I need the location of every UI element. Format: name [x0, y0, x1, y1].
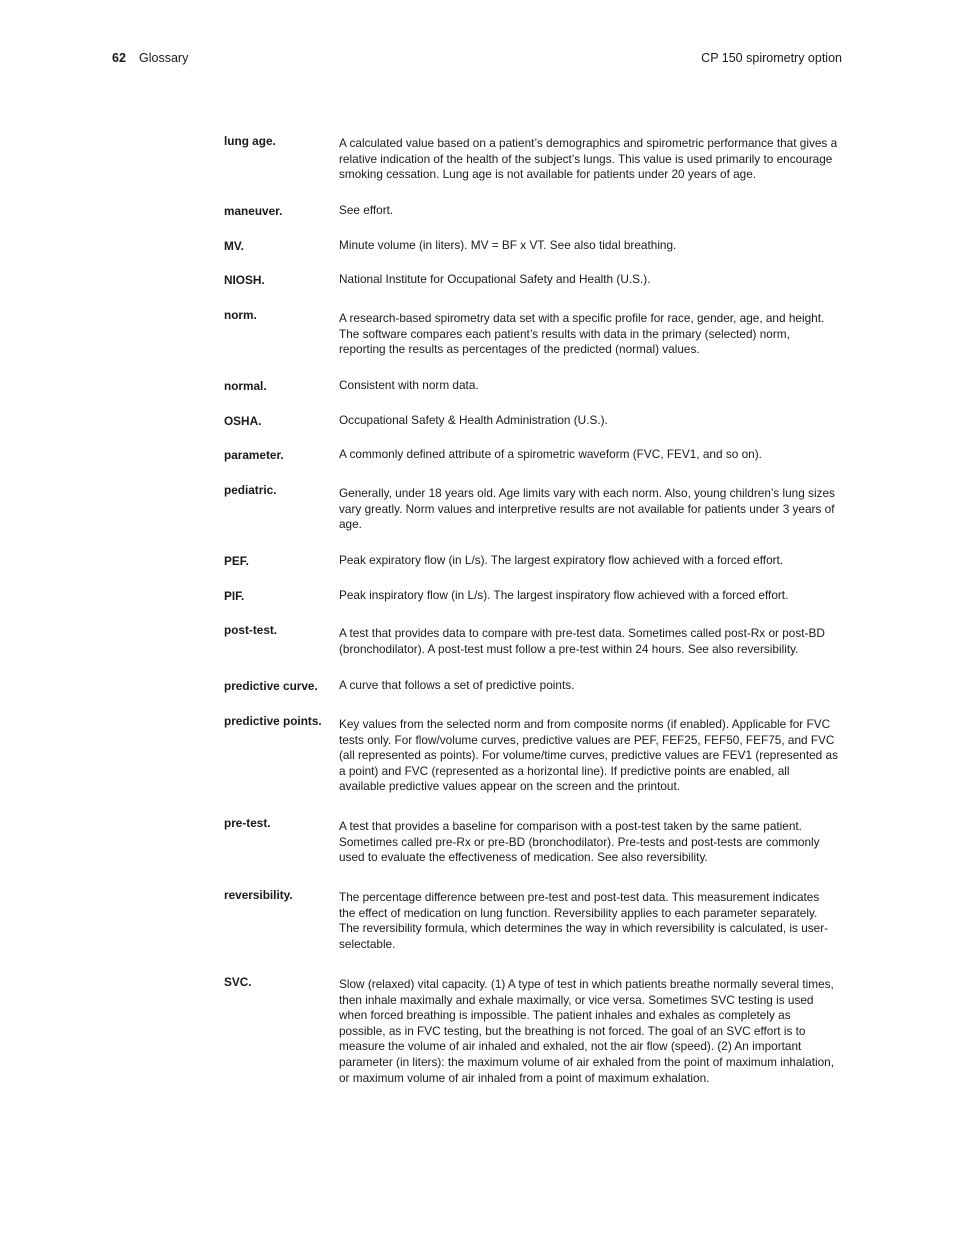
glossary-definition: A commonly defined attribute of a spirometric waveform (FVC, FEV1, and so on). [339, 447, 762, 461]
glossary-term: maneuver. [224, 204, 283, 218]
glossary-definition: The percentage difference between pre-test and post-test data. This measurement indicates the effect of medication on lung function. Reversibility applies to each parameter separately. The reversibility formula, which determines the way in which reversibility is calculated, is user-selectable. [339, 890, 829, 951]
page-header [112, 49, 842, 67]
glossary-definition: Peak inspiratory flow (in L/s). The largest inspiratory flow achieved with a forced effort. [339, 588, 789, 602]
glossary-definition: A test that provides a baseline for comparison with a post-test taken by the same patient. Sometimes called pre-Rx or pre-BD (bronchodilator). Pre-tests and post-tests are commonly used to evaluate the effectiveness of medication. See also reversibility. [339, 819, 820, 865]
document-title: CP 150 spirometry option [701, 51, 842, 65]
glossary-term: post-test. [224, 623, 278, 637]
glossary-term: predictive points. [224, 714, 322, 728]
glossary-term: parameter. [224, 448, 284, 462]
glossary-definition: A calculated value based on a patient’s demographics and spirometric performance that gives a relative indication of the health of the subject’s lungs. This value is used primarily to encourage smoking cessation. Lung age is not available for patients under 20 years of age. [339, 136, 838, 182]
glossary-definition: A research-based spirometry data set with a specific profile for race, gender, age, and height. The software compares each patient’s results with data in the primary (selected) norm, reporting the results as percentages of the predicted (normal) values. [339, 311, 825, 357]
glossary-definition: See effort. [339, 203, 394, 217]
glossary-definition: Occupational Safety & Health Administration (U.S.). [339, 413, 608, 427]
glossary-definition: A curve that follows a set of predictive points. [339, 678, 575, 692]
glossary-definition: Key values from the selected norm and from composite norms (if enabled). Applicable for FVC tests only. For flow/volume curves, predictive values are PEF, FEF25, FEF50, FEF75, and FVC (all represented as points). For volume/time curves, predictive values are FEV1 (represented as a point) and FVC (represented as a horizontal line). If predictive points are enabled, all available predictive values appear on the screen and the printout. [339, 717, 838, 794]
glossary-term: OSHA. [224, 414, 262, 428]
glossary-term: NIOSH. [224, 273, 265, 287]
page-number: 62 [112, 51, 126, 65]
glossary-definition: Generally, under 18 years old. Age limits vary with each norm. Also, young children’s lung sizes vary greatly. Norm values and interpretive results are not available for patients under 3 years of age. [339, 486, 835, 532]
glossary-term: pediatric. [224, 483, 277, 497]
glossary-term: predictive curve. [224, 679, 318, 693]
glossary-term: reversibility. [224, 888, 293, 902]
glossary-term: norm. [224, 308, 257, 322]
glossary-term: PIF. [224, 589, 245, 603]
glossary-term: MV. [224, 239, 244, 253]
glossary-definition: A test that provides data to compare with pre-test data. Sometimes called post-Rx or post-BD (bronchodilator). A post-test must follow a pre-test within 24 hours. See also reversibility. [339, 626, 825, 656]
glossary-definition: Peak expiratory flow (in L/s). The largest expiratory flow achieved with a forced effort. [339, 553, 784, 567]
glossary-definition: Minute volume (in liters). MV = BF x VT. See also tidal breathing. [339, 238, 677, 252]
glossary-definition: National Institute for Occupational Safety and Health (U.S.). [339, 272, 651, 286]
section-name: Glossary [139, 51, 189, 65]
glossary-definition: Slow (relaxed) vital capacity. (1) A type of test in which patients breathe normally several times, then inhale maximally and exhale maximally, or vice versa. Sometimes SVC testing is used when forced breathing is impossible. The patient inhales and exhales as completely as possible, as in FVC testing, but the breathing is not forced. The goal of an SVC effort is to measure the volume of air inhaled and exhaled, not the air flow (speed). (2) An important parameter (in liters): the maximum volume of air exhaled from the point of maximum inhalation, or maximum volume of air inhaled from a point of maximum exhalation. [339, 977, 835, 1085]
glossary-term: pre-test. [224, 816, 271, 830]
glossary-term: lung age. [224, 134, 276, 148]
glossary-term: normal. [224, 379, 267, 393]
glossary-term: SVC. [224, 975, 252, 989]
glossary-definition: Consistent with norm data. [339, 378, 479, 392]
glossary-term: PEF. [224, 554, 249, 568]
